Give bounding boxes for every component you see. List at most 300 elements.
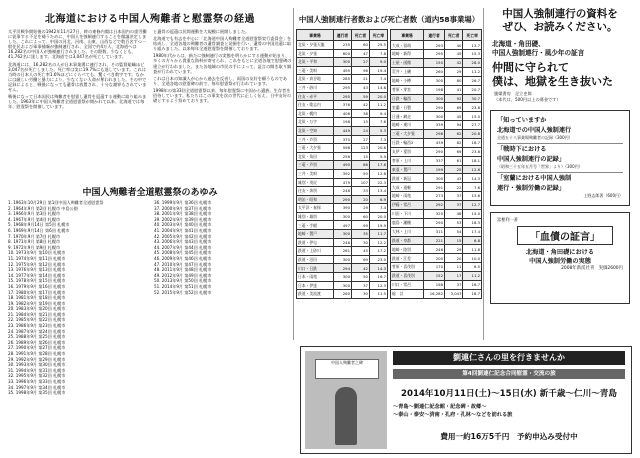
intro-paragraph: 太平洋戦争開始後の1942年11月27日、時の東條内閣は日本国内の重労働に従事する不足を補うために、中国人を強制連行することを閣議決定しました。これによって、中国の河北、河南、山東、山西などで数百名ずつ一般住民および軍事捕虜が強制連行され、全国で約4万人、北海道へは16,282名の中国人が強制連行されました。その際数、少なくとも、41,762名に達します。北海道では3,047名が死亡しています。	[8, 29, 147, 60]
timeline-item: 10. 1973年9月 第10回 札幌市	[8, 250, 66, 256]
tour-banner: 劉連仁さんの里を行きませんか	[393, 351, 625, 365]
table-cell: 地崎・小樽	[391, 76, 424, 85]
table-cell: 300	[333, 273, 351, 282]
table-cell: 479	[333, 178, 351, 187]
table-row	[391, 218, 482, 227]
table-row	[297, 83, 388, 92]
table-row	[297, 152, 388, 161]
table-row	[391, 147, 482, 156]
timeline-item: 3. 1966年9月 第3回 札幌市	[8, 211, 61, 217]
column-header: 死亡者	[445, 30, 463, 41]
table-cell: 30	[351, 238, 369, 247]
table-row	[297, 144, 388, 153]
table-cell: 5.3	[369, 126, 387, 135]
table-cell: 295	[333, 92, 351, 101]
table-cell: 川口・常呂	[391, 280, 424, 289]
table-cell: 鉄道・新冠	[391, 174, 424, 183]
table-cell: 12.8	[369, 169, 387, 178]
table-cell: 53	[445, 218, 463, 227]
table-cell: 11.2	[463, 272, 482, 281]
booklet-title: 中国人強制連行の記録」	[497, 156, 566, 163]
table-cell: 37	[445, 280, 463, 289]
timeline-item: 23. 1986年9月 第23回 札幌市	[8, 323, 66, 329]
table-cell: 27	[351, 135, 369, 144]
tour-route-line: 〜青島〜劉連仁記念館・記念碑・故郷〜	[393, 404, 487, 410]
table-row	[297, 238, 388, 247]
table-row	[391, 209, 482, 218]
table-cell: 11.5	[369, 290, 387, 299]
timeline-item: 9. 1972年9月 第9回 札幌市	[8, 244, 61, 250]
table-row	[297, 126, 388, 135]
timeline-item: 25. 1988年9月 第25回 札幌市	[8, 334, 66, 340]
table-cell: 7.8	[369, 49, 387, 58]
table-row	[297, 92, 388, 101]
table-cell: 21	[351, 75, 369, 84]
table-row	[297, 66, 388, 75]
intro-paragraph: 北海道には、16,282名の人が日本事業場に連行され、その監督組織ほど3,047名が死亡しました。死亡率は実に19.7%にも達しています。これは当時の日本人の死亡率1.6%ほどにくらべても、驚くべき数字です。なかには厳しい労働と暴力により、少なくない人命が奪われました。その中で記録によると、戦後になっても遺骨は放置され、十分な謝罪もされていません。	[8, 61, 147, 93]
table-cell: 170	[424, 263, 445, 272]
table-cell: 497	[333, 221, 351, 230]
table-cell: 150	[424, 59, 445, 68]
table-cell: 日本・雨竜	[297, 273, 334, 282]
timeline-item: 7. 1970年9月 第7回 札幌市	[8, 233, 61, 239]
table-row	[391, 245, 482, 254]
table-cell: 大成・留萌	[391, 41, 424, 50]
table-row	[391, 192, 482, 201]
table-cell: 17.6	[369, 161, 387, 170]
table-cell: 94	[445, 121, 463, 130]
column-header: 死亡率	[369, 30, 387, 41]
table-row	[297, 169, 388, 178]
table-row	[391, 59, 482, 68]
featured-book	[490, 212, 630, 304]
timeline-item: 18. 1981年9月 第18回 札幌市	[8, 295, 66, 301]
table-cell: 23.8	[463, 103, 482, 112]
table-cell: 10.0	[463, 254, 482, 263]
table-cell: 11.7	[369, 230, 387, 239]
table-cell: 15.0	[463, 209, 482, 218]
table-cell: 390	[333, 204, 351, 213]
table-cell: 伊藤・常呂	[391, 201, 424, 210]
timeline-item: 29. 1992年9月 第29回 札幌市	[8, 356, 66, 362]
table-cell: 45	[445, 50, 463, 59]
column-divider	[293, 8, 294, 340]
table-cell: 300	[333, 58, 351, 67]
table-cell: 地崎・陸別	[391, 245, 424, 254]
divider	[497, 172, 623, 173]
table-cell: 33	[351, 187, 369, 196]
table-cell: 9.0	[369, 58, 387, 67]
table-cell: 15	[351, 152, 369, 161]
intro-paragraph: と遺骨の返還は民間運動を大規模に展開しました。	[153, 29, 250, 34]
table-row	[391, 103, 482, 112]
timeline-item: 34. 1997年9月 第34回 札幌市	[8, 384, 66, 390]
table-row	[391, 130, 482, 139]
table-cell: 292	[424, 201, 445, 210]
table-cell: 69	[445, 103, 463, 112]
table-cell: 三菱・手稲	[297, 221, 334, 230]
table-cell: 菅原・芽室	[391, 85, 424, 94]
table-cell: 地崎・雨竜	[391, 192, 424, 201]
table-cell: 37	[445, 201, 463, 210]
intro-paragraph: 1980年代からは、新たに強制連行の実態を明らかにする運動が始まり、多くの方々から貴重な資料が寄せられ、これをもとに全道各地で慰霊碑の建立が行われました。また各地域の市民の手によって、証言の聞き取り調査が行われています。	[153, 53, 292, 74]
table-cell: 246	[333, 238, 351, 247]
table-cell: 27	[351, 58, 369, 67]
booklet-title: 連行・強制労働の記録」	[497, 185, 566, 192]
table-cell: 96	[351, 66, 369, 75]
table-cell: 246	[424, 245, 445, 254]
table-cell: 107	[351, 178, 369, 187]
table-row	[391, 41, 482, 50]
timeline-item: 52. 2015年9月 第52回 札幌市	[154, 289, 212, 295]
table-cell: 鉄道・江差	[391, 254, 424, 263]
table-cell: 20	[445, 254, 463, 263]
table-cell: 490	[333, 161, 351, 170]
table-cell: 256	[333, 152, 351, 161]
tour-dates: 2014年10月11日(土)〜15日(水) 新千歳〜仁川〜青島	[401, 389, 617, 399]
table-row	[297, 161, 388, 170]
timeline-item: 20. 1983年9月 第20回 札幌市	[8, 306, 66, 312]
timeline-item: 13. 1976年9月 第13回 札幌市	[8, 267, 66, 273]
booklet-title: 北海道での中国人強制連行	[497, 127, 572, 134]
table-cell: 7.4	[369, 75, 387, 84]
table-cell: 298	[424, 130, 445, 139]
table-row	[391, 263, 482, 272]
table-cell: 439	[424, 138, 445, 147]
table-cell: 29	[351, 204, 369, 213]
table-row	[297, 195, 388, 204]
featured-book-author: 富樫利一著	[497, 217, 518, 222]
table-cell: 20.6	[369, 144, 387, 153]
table-cell: 三菱・芦別	[297, 161, 334, 170]
table-row	[297, 101, 388, 110]
table-cell: 6.8	[463, 236, 482, 245]
table-cell: 鉄道・寿都	[391, 236, 424, 245]
table-row	[391, 138, 482, 147]
table-cell: 三井・砂川	[297, 83, 334, 92]
table-cell: 18.7	[463, 138, 482, 147]
intro-paragraph-a	[8, 29, 147, 179]
intro-paragraph-b	[153, 29, 292, 179]
table-cell: 12.7	[463, 201, 482, 210]
table-cell: 川口・日鉄	[297, 264, 334, 273]
table-cell: 47	[351, 49, 369, 58]
table-cell: 28.0	[463, 59, 482, 68]
table-cell: 18.7	[463, 289, 482, 298]
timeline-item: 37. 2000年9月 第37回 札幌市	[154, 205, 212, 211]
table-cell: 東亜・置戸	[391, 165, 424, 174]
timeline-item: 5. 1968年9月14日 第5回 札幌市	[8, 222, 70, 228]
timeline-item: 26. 1989年9月 第26回 札幌市	[8, 339, 66, 345]
timeline-item: 28. 1991年9月 第28回 札幌市	[8, 351, 66, 357]
table-cell: 80	[445, 76, 463, 85]
table-cell: 22	[445, 183, 463, 192]
tour-route	[393, 403, 625, 419]
table-cell: 290	[424, 103, 445, 112]
table-row	[297, 187, 388, 196]
table-row	[297, 75, 388, 84]
table-cell: 18.3	[463, 218, 482, 227]
timeline-item: 4. 1967年9月 第4回 札幌市	[8, 216, 61, 222]
table-cell: 25	[445, 165, 463, 174]
timeline-item: 46. 2009年9月 第46回 札幌市	[154, 255, 212, 261]
table-cell: 丸伊・愛別	[391, 147, 424, 156]
table-cell: 300	[424, 174, 445, 183]
timeline-item: 47. 2010年9月 第47回 札幌市	[154, 261, 212, 267]
table-cell: 鉄道・伊屯	[297, 238, 334, 247]
timeline-item: 2. 1964年9月 第2回 札幌市 中島公園	[8, 205, 78, 211]
timeline-item: 33. 1996年9月 第33回 札幌市	[8, 379, 66, 384]
timeline-item: 41. 2004年9月 第41回 札幌市	[154, 227, 212, 233]
table-cell: 17.4	[463, 227, 482, 236]
timeline-item: 11. 1974年9月 第11回 札幌市	[8, 255, 66, 261]
table-row	[297, 41, 388, 50]
table-cell: 室蘭・日製	[391, 103, 424, 112]
table-cell: 300	[333, 281, 351, 290]
timeline-item: 42. 2005年9月 第42回 札幌市	[154, 233, 212, 239]
intro-text	[8, 29, 292, 179]
table-cell: 42	[351, 264, 369, 273]
table-cell: 43	[351, 83, 369, 92]
table-row	[391, 280, 482, 289]
table-row	[391, 50, 482, 59]
table-cell: 15.3	[463, 50, 482, 59]
table-cell: 23.0	[369, 255, 387, 264]
tour-route-line: 〜泰山・泰安〜済南・孔府・孔林〜などを訪れる旅	[393, 412, 513, 418]
timeline-item: 51. 2014年9月 第51回 札幌市	[154, 283, 212, 289]
column-header: 事業場	[391, 30, 424, 41]
table-row	[391, 289, 482, 298]
table-row	[391, 165, 482, 174]
table-cell: 鹿島・瀬棚	[391, 218, 424, 227]
memorial-photo	[305, 351, 387, 449]
table-cell: 住友・赤平	[297, 92, 334, 101]
table-cell: 99	[351, 221, 369, 230]
table-row	[391, 254, 482, 263]
timeline-item: 1. 1963年10月29日 第1回中国人殉難者全道慰霊祭	[8, 200, 104, 205]
table-cell: 69	[445, 147, 463, 156]
table-cell: 17.2	[369, 247, 387, 256]
booklet-info: （昭和三十五年五月号「世界」より）（300円）	[497, 164, 583, 169]
column-header: 死亡者	[351, 30, 369, 41]
table-cell: 大成・遠軽	[391, 183, 424, 192]
booklet-price: 上野志郎著（600円）	[583, 193, 623, 198]
table-cell: 7.6	[463, 183, 482, 192]
table-cell: 198	[333, 118, 351, 127]
table-cell: 明治・昭和	[297, 195, 334, 204]
booklet-title: 「室蘭における中国人強制	[497, 175, 572, 182]
table-row	[297, 290, 388, 299]
table-cell: 15.0	[463, 112, 482, 121]
table-cell: 日通・網走	[391, 112, 424, 121]
table-cell: 6.9	[369, 195, 387, 204]
table-row	[297, 221, 388, 230]
table-cell: 住友・奔別	[297, 187, 334, 196]
table-cell: 62	[445, 130, 463, 139]
table-cell: 大林・上川	[391, 227, 424, 236]
table-cell: 392	[333, 169, 351, 178]
timeline-item: 38. 2001年9月 第38回 札幌市	[154, 211, 212, 217]
table-cell: 20.0	[369, 92, 387, 101]
table-row	[297, 247, 388, 256]
table-cell: 3,047	[445, 289, 463, 298]
table-cell: 北炭・空知	[297, 126, 334, 135]
table-cell: 50	[351, 169, 369, 178]
table-cell: 11	[445, 263, 463, 272]
booklet-list	[490, 110, 630, 206]
timeline-item: 12. 1975年9月 第12回 札幌市	[8, 261, 66, 267]
tour-subtitle: 第4回劉連仁記念合同慰霊・交流の旅	[393, 369, 625, 379]
timeline-column-right	[154, 200, 292, 396]
table-cell: 三菱・大夕張	[391, 130, 424, 139]
table-cell: 地崎・置戸	[297, 230, 334, 239]
table-row	[297, 58, 388, 67]
table-cell: 300	[424, 76, 445, 85]
table-cell: 15	[351, 118, 369, 127]
tour-cost: 費用一約16万5千円 予約申込み受付中	[440, 432, 578, 441]
table-cell: 199	[424, 165, 445, 174]
table-cell: 25.5	[369, 41, 387, 50]
timeline-item: 32. 1995年9月 第32回 札幌市	[8, 373, 66, 379]
booklet-title: 「知っていますか	[497, 117, 547, 124]
table-cell: 59	[351, 92, 369, 101]
table-cell: 30.7	[463, 94, 482, 103]
table-cell: 600	[333, 49, 351, 58]
table-cell: 22.3	[369, 178, 387, 187]
table-cell: 291	[424, 183, 445, 192]
table-cell: 37	[445, 192, 463, 201]
book-subtitle: 北海道・角田礎、 中国人強制連行・風少年の証言	[492, 40, 585, 57]
table-cell: 13.7	[463, 41, 482, 50]
table-cell: 14.3	[463, 174, 482, 183]
table-cell: 198	[424, 280, 445, 289]
timeline-item: 6. 1969年9月14日 第6回 札幌市	[8, 227, 70, 233]
table-row	[297, 281, 388, 290]
table-cell: 北炭・幌内	[297, 109, 334, 118]
table-cell: 7.3	[369, 135, 387, 144]
featured-book-subtitle: 中国人強制労働の実態	[529, 258, 591, 265]
booklet-title: 「戦時下における	[497, 146, 547, 153]
table-cell: 86	[351, 161, 369, 170]
table-cell: 19.4	[369, 66, 387, 75]
table-cell: 16,282	[424, 289, 445, 298]
table-row	[297, 135, 388, 144]
table-cell: 35	[351, 230, 369, 239]
table-row	[391, 121, 482, 130]
table-cell: 菅原・喜茂別	[391, 263, 424, 272]
table-cell: 48	[445, 209, 463, 218]
table-cell: 295	[424, 50, 445, 59]
history-title: 北海道における中国人殉難者と慰霊祭の経過	[45, 14, 255, 25]
table-cell: 9.4	[369, 109, 387, 118]
table-row	[391, 236, 482, 245]
column-header: 連行者	[424, 30, 445, 41]
table-row	[297, 204, 388, 213]
table-cell: 261	[333, 247, 351, 256]
table-cell: 荒井・上磯	[391, 67, 424, 76]
table-cell: 337	[424, 156, 445, 165]
statistics-column	[296, 8, 482, 299]
table-cell: 日鉄・輪西	[391, 94, 424, 103]
table-cell: 273	[424, 192, 445, 201]
table-cell: 20.7	[463, 85, 482, 94]
table-cell: 18.1	[463, 156, 482, 165]
column-header: 連行者	[333, 30, 351, 41]
table-cell: 7.6	[369, 118, 387, 127]
books-header: 中国人強制連行の資料を ぜひ、お読みください。	[502, 8, 618, 33]
table-cell: 29	[445, 67, 463, 76]
table-cell: 300	[333, 230, 351, 239]
person-figure	[335, 387, 357, 445]
table-header-row	[297, 30, 388, 41]
table-cell: 19.9	[369, 221, 387, 230]
table-cell: 総 計	[391, 289, 424, 298]
timeline-item: 14. 1977年9月 第14回 札幌市	[8, 272, 66, 278]
table-cell: 12.3	[369, 281, 387, 290]
table-cell: 41	[445, 85, 463, 94]
table-cell: 三井・美唄	[297, 169, 334, 178]
table-row	[391, 174, 482, 183]
statistics-title: 中国人強制連行者数および死亡者数（道内58事業場）	[298, 15, 480, 24]
table-row	[391, 156, 482, 165]
intro-paragraph: 1998年の第33回全道慰霊祭以来、毎年慰霊祭に中国から遺族、生存者を招待しています。私たちはこの事実を次の世代に正しく伝え、日中友好の礎とするよう努めております。	[153, 87, 292, 104]
table-cell: 11.8	[463, 245, 482, 254]
table-cell: 45	[445, 112, 463, 121]
table-cell: 290	[424, 218, 445, 227]
table-cell: 三井・芦別	[297, 135, 334, 144]
table-row	[297, 255, 388, 264]
table-cell: 61	[445, 156, 463, 165]
table-cell: 300	[424, 94, 445, 103]
table-row	[391, 112, 482, 121]
table-cell: 11.2	[463, 67, 482, 76]
table-cell: 三菱・美唄	[297, 66, 334, 75]
table-cell: 295	[333, 83, 351, 92]
table-cell: 260	[424, 67, 445, 76]
memorial-subtitle: 中国人殉難者全道慰霊祭のあゆみ	[82, 188, 218, 198]
table-cell: 7.4	[369, 204, 387, 213]
intro-paragraph: 北海道でも有志を中心に「北海道中国人殉難者全道慰霊祭実行委員会」を結成し、全道各地の殉難者の遺骨調査と発掘を行い、遺骨の中国送還に取り組みました。以来毎年全道慰霊祭を開催しております。	[153, 36, 292, 52]
table-cell: 北炭・角田	[297, 152, 334, 161]
table-cell: 285	[333, 75, 351, 84]
table-cell: 42	[351, 101, 369, 110]
table-cell: 235	[333, 41, 351, 50]
table-cell: 北炭・平和	[297, 58, 334, 67]
table-cell: 376	[333, 101, 351, 110]
timeline-item: 16. 1979年9月 第16回 札幌市	[8, 283, 66, 289]
table-cell: 370	[333, 135, 351, 144]
table-cell: 鉄道・美流渡	[297, 290, 334, 299]
table-cell: 246	[333, 187, 351, 196]
table-row	[391, 201, 482, 210]
table-cell: 20.0	[369, 212, 387, 221]
timeline-item: 24. 1987年9月 第24回 札幌市	[8, 328, 66, 334]
table-cell: 鉄道・喜茂別	[391, 272, 424, 281]
table-cell: 菅原・上川	[391, 156, 424, 165]
table-row	[391, 272, 482, 281]
table-cell: 260	[333, 290, 351, 299]
memorial-sign: 中国人殉難者之碑	[315, 359, 379, 379]
worksite-table-left	[296, 29, 388, 299]
column-divider	[483, 8, 484, 340]
column-header: 事業場	[297, 30, 334, 41]
table-cell: 北炭・万字	[297, 118, 334, 127]
table-cell: 69	[351, 255, 369, 264]
table-cell: 92	[445, 94, 463, 103]
table-cell: 6.5	[463, 263, 482, 272]
table-cell: 12.2	[369, 238, 387, 247]
table-row	[297, 49, 388, 58]
